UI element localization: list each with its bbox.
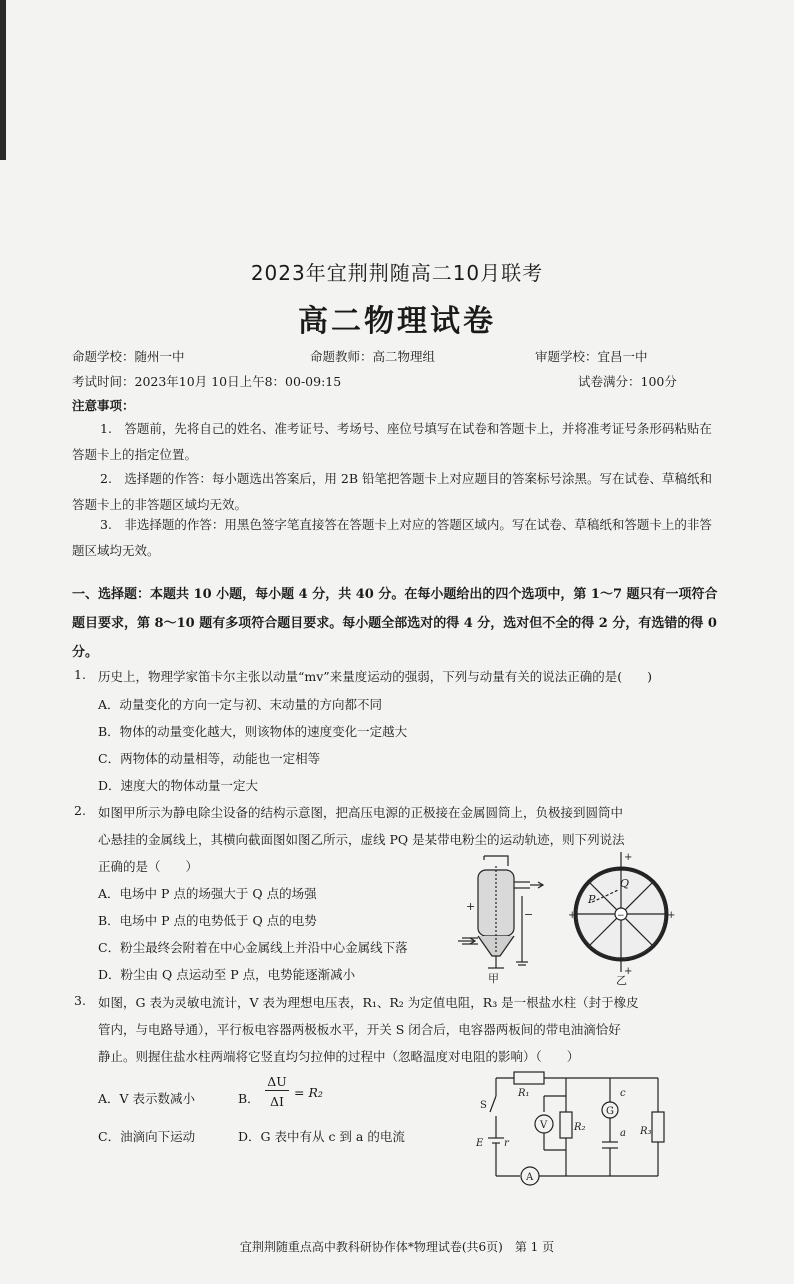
label-q: Q <box>620 877 630 890</box>
q2-stem-line2: 心悬挂的金属线上，其横向截面图如图乙所示，虚线 PQ 是某带电粉尘的运动轨迹，则下列说法 <box>98 832 625 847</box>
q3-stem-line3: 静止。则握住盐水柱两端将它竖直均匀拉伸的过程中（忽略温度对电阻的影响）（ ） <box>98 1049 580 1064</box>
figure-q3-circuit <box>470 1066 670 1190</box>
q1-number: 1. <box>74 667 86 682</box>
reviewer-school: 审题学校：宜昌一中 <box>535 349 648 364</box>
q3-option-b-rhs: = R₂ <box>294 1085 323 1100</box>
q2-stem-line3: 正确的是（ ） <box>98 859 199 874</box>
label-c: c <box>620 1088 626 1099</box>
q3-option-b-prefix: B． <box>238 1091 260 1106</box>
q2-number: 2. <box>74 803 86 818</box>
figure-jia-precipitator <box>448 852 558 984</box>
scan-edge-mark <box>0 0 6 160</box>
label-a: a <box>620 1128 626 1139</box>
svg-text:+: + <box>624 852 633 863</box>
notice-item-3: 3. 非选择题的作答：用黑色签字笔直接答在答题卡上对应的答题区域内。写在试卷、草稿纸和答题卡上的非答题区域均无效。 <box>72 517 712 558</box>
label-p: P <box>588 893 596 906</box>
q3-number: 3. <box>74 993 86 1008</box>
page-footer: 宜荆荆随重点高中教科研协作体*物理试卷(共6页) 第 1 页 <box>239 1240 555 1254</box>
label-e: E <box>476 1138 484 1149</box>
label-g: G <box>606 1106 614 1117</box>
q1-stem: 历史上，物理学家笛卡尔主张以动量“mv”来量度运动的强弱，下列与动量有关的说法正确的是( ) <box>98 669 652 684</box>
q3-option-a: A．V 表示数减小 <box>98 1091 196 1106</box>
label-ammeter: A <box>526 1172 534 1183</box>
notice-heading: 注意事项： <box>72 398 135 413</box>
notice-item-2: 2. 选择题的作答：每小题选出答案后，用 2B 铅笔把答题卡上对应题目的答案标号涂黑。写在试卷、草稿纸和答题卡上的非答题区域均无效。 <box>72 471 713 512</box>
label-r2: R₂ <box>574 1122 586 1133</box>
q2-option-b: B．电场中 P 点的电势低于 Q 点的电势 <box>98 913 317 928</box>
q3-option-b-numerator: ΔU <box>265 1074 289 1091</box>
fig-yi-label: 乙 <box>616 974 627 986</box>
paper-title: 高二物理试卷 <box>298 304 496 339</box>
label-r1: R₁ <box>518 1088 530 1099</box>
svg-text:+: + <box>624 966 633 977</box>
svg-text:+: + <box>667 910 676 921</box>
q3-option-b-denominator: ΔI <box>270 1094 284 1109</box>
q2-option-a: A．电场中 P 点的场强大于 Q 点的场强 <box>98 886 317 901</box>
q3-option-d: D．G 表中有从 c 到 a 的电流 <box>238 1129 405 1144</box>
setter-school: 命题学校：随州一中 <box>72 349 185 364</box>
svg-text:+: + <box>568 910 577 921</box>
q2-option-d: D．粉尘由 Q 点运动至 P 点，电势能逐渐减小 <box>98 967 356 982</box>
q1-option-d: D．速度大的物体动量一定大 <box>98 778 259 793</box>
q3-stem-line2: 管内，与电路导通），平行板电容器两极板水平，开关 S 闭合后，电容器两板间的带电油滴恰好 <box>98 1022 621 1037</box>
figure-yi-cross-section <box>566 850 678 986</box>
label-r-internal: r <box>504 1138 509 1149</box>
exam-time: 考试时间：2023年10月 10日上午8：00-09:15 <box>72 374 342 389</box>
q1-option-c: C．两物体的动量相等，动能也一定相等 <box>98 751 321 766</box>
svg-text:−: − <box>524 908 534 921</box>
q2-stem-line1: 如图甲所示为静电除尘设备的结构示意图，把高压电源的正极接在金属圆筒上，负极接到圆筒中 <box>98 805 624 820</box>
setter-teacher: 命题教师：高二物理组 <box>310 349 436 364</box>
q1-option-b: B．物体的动量变化越大，则该物体的速度变化一定越大 <box>98 724 408 739</box>
q3-option-c: C．油滴向下运动 <box>98 1129 196 1144</box>
full-score: 试卷满分：100分 <box>578 374 677 389</box>
q2-option-c: C．粉尘最终会附着在中心金属线上并沿中心金属线下落 <box>98 940 408 955</box>
fig-jia-label: 甲 <box>488 972 499 984</box>
label-v: V <box>540 1120 548 1131</box>
section-1-intro: 一、选择题：本题共 10 小题，每小题 4 分，共 40 分。在每小题给出的四个选项中，第 1～7 题只有一项符合题目要求，第 8～10 题有多项符合题目要求。每小题全部选对的得 4 分，选对但不全的得 2 分，有选错的得 0 分。 <box>72 587 718 660</box>
svg-text:−: − <box>617 911 625 921</box>
svg-text:+: + <box>466 900 476 913</box>
q3-stem-line1: 如图，G 表为灵敏电流计，V 表为理想电压表，R₁、R₂ 为定值电阻，R₃ 是一根盐水柱（封于橡皮 <box>98 995 639 1010</box>
label-s: S <box>480 1100 487 1111</box>
q1-option-a: A．动量变化的方向一定与初、末动量的方向都不同 <box>98 697 383 712</box>
label-r3: R₃ <box>640 1126 652 1137</box>
exam-title: 2023年宜荆荆随高二10月联考 <box>250 261 544 285</box>
notice-item-1: 1. 答题前，先将自己的姓名、准考证号、考场号、座位号填写在试卷和答题卡上，并将准考证号条形码粘贴在答题卡上的指定位置。 <box>72 421 712 462</box>
